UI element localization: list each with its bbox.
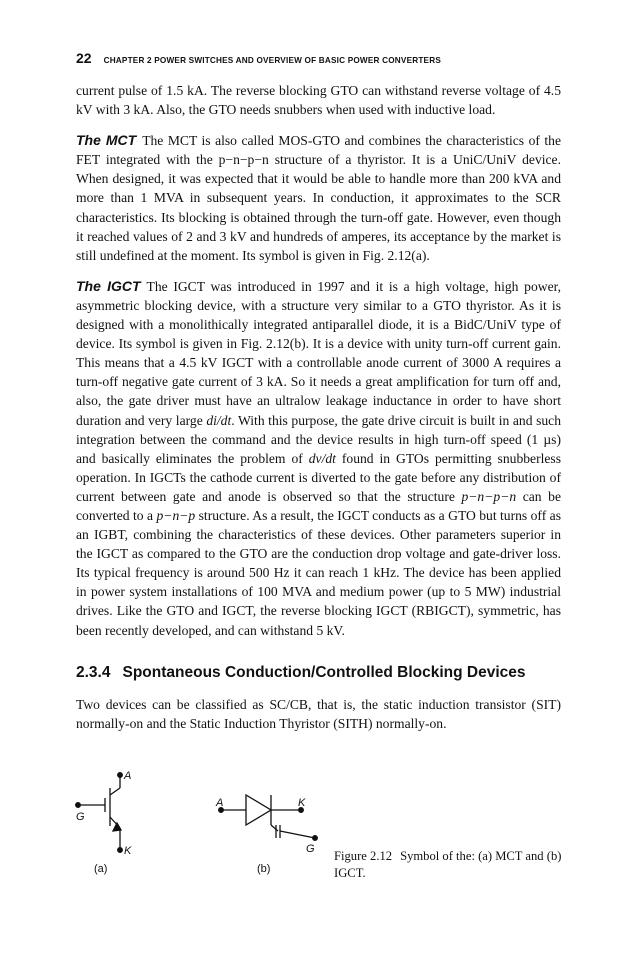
igct-text-1: The IGCT was introduced in 1997 and it is a high voltage, high power, asymmetric blocking device, with a structure very similar to a GTO thyristor. As it is designed with a monolithically integrated antiparallel diode, it is a BidC/UniV type of device. Its symbol is given in Fig. 2.12(b). It is a device with unity turn-off current gain. This means that a 4.5 kV IGCT with a controllable anode current of 3000 A requires a turn-off negative gate current of 3 kA. So it needs a great amplification for turn off and, also, the gate driver must have an ultralow leakage inductance in order to have short duration and very large — [76, 278, 561, 428]
section-number: 2.3.4 — [76, 663, 111, 681]
igct-dvdt: dv/dt — [308, 450, 336, 466]
figure-number: Figure 2.12 — [334, 849, 393, 863]
section-paragraph: Two devices can be classified as SC/CB, that is, the static induction transistor (SIT) normally-on and the Static Induction Thyristor (SITH) normally-on. — [76, 696, 561, 731]
igct-paragraph — [76, 277, 561, 640]
intro-paragraph: current pulse of 1.5 kA. The reverse blocking GTO can withstand reverse voltage of 4.5 kV with 3 kA. Also, the GTO needs snubbers when used with inductive load. — [76, 83, 561, 118]
figure-2-12 — [66, 768, 566, 878]
igct-text-5: structure. As a result, the IGCT conducts as a GTO but turns off as an IGBT, combining the characteristics of these devices. Other parameters superior in the IGCT as compared to the GTO are the conduction drop voltage and gate-driver loss. Its typical frequency is around 500 Hz it can reach 1 kHz. The device has been applied in power system installations of 100 MVA and medium power (up to 5 MW) industrial drives. Like the GTO and IGCT, the reverse blocking IGCT (RBIGCT), symmetric, has been recently developed, and can withstand 5 kV. — [76, 507, 561, 638]
figure-symbols — [66, 768, 326, 878]
section-title: Spontaneous Conduction/Controlled Blocking Devices — [122, 663, 526, 681]
mct-body: The MCT is also called MOS-GTO and combines the characteristics of the FET integrated with the p−n−p−n structure of a thyristor. It is a UniC/UniV device. When designed, it was expected that it would be able to handle more than 200 kVA and more than 1 MVA in subsequent years. In conduction, it approximates to the SCR characteristics. Its blocking is obtained through the turn-off gate. However, even though it reached values of 2 and 3 kV and hundreds of amperes, its acceptance by the market is still undefined at the moment. Its symbol is given in Fig. 2.12(a). — [76, 133, 561, 263]
chapter-title: CHAPTER 2 POWER SWITCHES AND OVERVIEW OF BASIC POWER CONVERTERS — [103, 56, 441, 65]
mct-sublabel: (a) — [94, 863, 108, 875]
igct-pnpn: p−n−p−n — [461, 488, 517, 504]
igct-heading: The IGCT — [76, 277, 141, 294]
igct-label-g: G — [306, 843, 315, 855]
igct-gate-terminal — [313, 836, 318, 841]
igct-text-3: found in GTOs permitting snubberless operation. In IGCTs the cathode current is diverted to the gate before any distribution of current between gate and anode is observed so that the structure — [76, 450, 561, 504]
figure-caption-text: Symbol of the: (a) MCT and (b) IGCT. — [334, 849, 562, 880]
igct-text-2: . With this purpose, the gate drive circuit is built in and such integration between the command and the device results in high turn-off speed (1 µs) and basically eliminates the problem of — [76, 412, 561, 466]
mct-paragraph — [76, 131, 561, 265]
mct-cathode-terminal — [118, 848, 123, 853]
body-text — [76, 81, 561, 733]
igct-pnp: p−n−p — [156, 507, 196, 523]
running-head — [76, 50, 566, 66]
mct-label-k: K — [124, 845, 132, 857]
igct-label-a: A — [216, 797, 224, 809]
igct-label-k: K — [298, 797, 306, 809]
mct-heading: The MCT — [76, 132, 137, 149]
mct-label-a: A — [124, 770, 132, 782]
figure-caption — [334, 848, 566, 882]
igct-text-4: can be converted to a — [76, 488, 561, 523]
page-number: 22 — [76, 50, 92, 66]
igct-didt: di/dt — [206, 412, 232, 428]
igct-sublabel: (b) — [257, 863, 271, 875]
section-heading — [76, 663, 561, 683]
mct-label-g: G — [76, 811, 85, 823]
